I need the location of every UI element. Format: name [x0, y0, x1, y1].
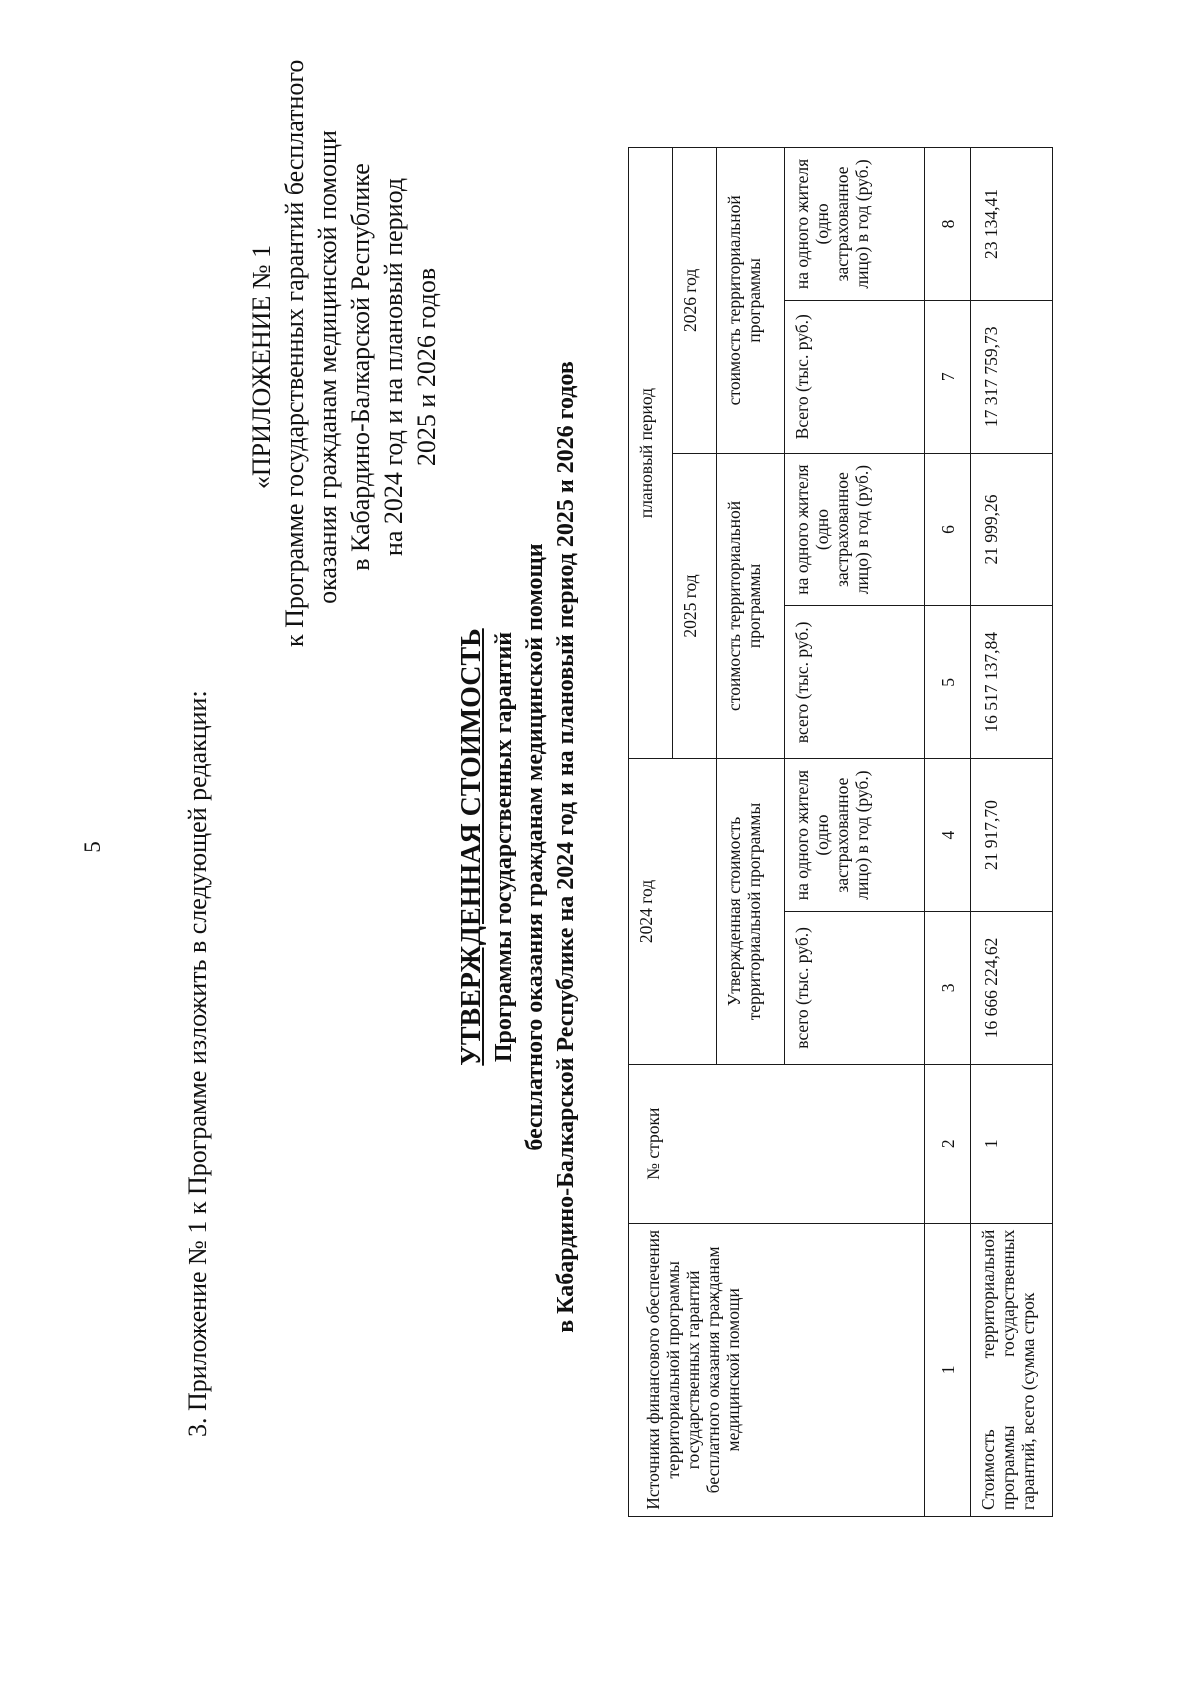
- header-approved-cost: Утвержденная стоимость территориальной программы: [717, 759, 785, 1065]
- header-year-2025: 2025 год: [673, 453, 717, 759]
- row-number: 1: [971, 1064, 1053, 1223]
- table-row: [971, 148, 1053, 1517]
- appendix-line: 2025 и 2026 годов: [412, 267, 441, 467]
- header-cost-2026: стоимость территориальной программы: [717, 148, 785, 454]
- column-number: 5: [925, 606, 971, 759]
- value-total-2026: 17 317 759,73: [971, 300, 1053, 453]
- title-line: в Кабардино-Балкарской Республике на 2024 год и на плановый период 2025 и 2026 годов: [553, 361, 579, 1333]
- value-per-capita-2024: 21 917,70: [971, 759, 1053, 912]
- value-per-capita-2026: 23 134,41: [971, 148, 1053, 301]
- header-total-2026: Всего (тыс. руб.): [785, 300, 925, 453]
- column-number: 7: [925, 300, 971, 453]
- value-total-2024: 16 666 224,62: [971, 911, 1053, 1064]
- appendix-line: на 2024 год и на плановый период: [379, 177, 408, 557]
- title-main: УТВЕРЖДЕННАЯ СТОИМОСТЬ: [456, 628, 487, 1066]
- header-source: Источники финансового обеспечения территориальной программы государственных гарантий бесплатного оказания гражданам медицинской помощи: [629, 1223, 925, 1516]
- header-total-2025: всего (тыс. руб.): [785, 606, 925, 759]
- intro-text: 3. Приложение № 1 к Программе изложить в следующей редакции:: [183, 690, 212, 1437]
- title-line: бесплатного оказания гражданам медицинской помощи: [522, 543, 548, 1151]
- column-number: 3: [925, 911, 971, 1064]
- header-year-2024: 2024 год: [629, 759, 717, 1065]
- column-number: 4: [925, 759, 971, 912]
- value-per-capita-2025: 21 999,26: [971, 453, 1053, 606]
- column-number-row: [925, 148, 971, 1517]
- header-total-2024: всего (тыс. руб.): [785, 911, 925, 1064]
- header-planned-period: плановый период: [629, 148, 673, 759]
- appendix-line: «ПРИЛОЖЕНИЕ № 1: [247, 244, 276, 490]
- title-line: Программы государственных гарантий: [491, 631, 517, 1063]
- column-number: 6: [925, 453, 971, 606]
- column-number: 8: [925, 148, 971, 301]
- column-number: 1: [925, 1223, 971, 1516]
- column-number: 2: [925, 1064, 971, 1223]
- header-per-capita-2025: на одного жителя (одно застрахованное лицо) в год (руб.): [785, 453, 925, 606]
- document-title: [455, 117, 582, 1577]
- row-label: Стоимость территориальной программы государственных гарантий, всего (сумма строк: [971, 1223, 1053, 1516]
- appendix-line: оказания гражданам медицинской помощи: [313, 130, 342, 604]
- appendix-line: к Программе государственных гарантий бесплатного: [280, 59, 309, 647]
- header-per-capita-2024: на одного жителя (одно застрахованное лицо) в год (руб.): [785, 759, 925, 912]
- appendix-heading: [245, 59, 443, 647]
- approved-cost-table: [628, 147, 1053, 1517]
- page-number: 5: [80, 841, 105, 853]
- header-cost-2025: стоимость территориальной программы: [717, 453, 785, 759]
- appendix-line: в Кабардино-Балкарской Республике: [346, 163, 375, 571]
- value-total-2025: 16 517 137,84: [971, 606, 1053, 759]
- header-row-number: № строки: [629, 1064, 925, 1223]
- header-year-2026: 2026 год: [673, 148, 717, 454]
- header-per-capita-2026: на одного жителя (одно застрахованное лицо) в год (руб.): [785, 148, 925, 301]
